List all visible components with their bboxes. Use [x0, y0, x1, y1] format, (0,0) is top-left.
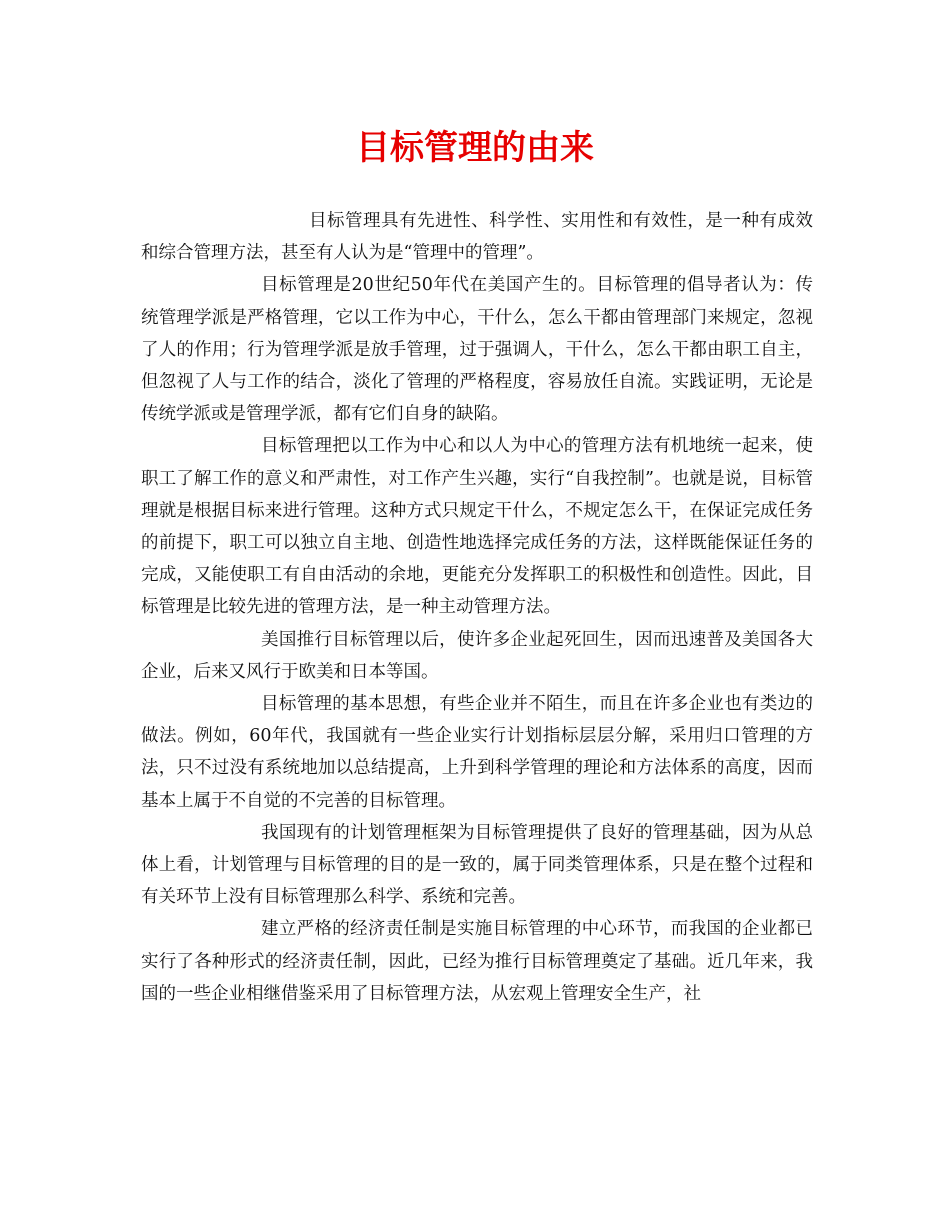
paragraph-3: 目标管理把以工作为中心和以人为中心的管理方法有机地统一起来，使职工了解工作的意义和严肃性，对工作产生兴趣，实行“自我控制”。也就是说，目标管理就是根据目标来进行管理。这种方式只规定干什么，不规定怎么干，在保证完成任务的前提下，职工可以独立自主地、创造性地选择完成任务的方法，这样既能保证任务的完成，又能使职工有自由活动的余地，更能充分发挥职工的积极性和创造性。因此，目标管理是比较先进的管理方法，是一种主动管理方法。 [141, 436, 813, 618]
document-body [141, 205, 813, 1010]
paragraph-5: 目标管理的基本思想，有些企业并不陌生，而且在许多企业也有类边的做法。例如，60年代，我国就有一些企业实行计划指标层层分解，采用归口管理的方法，只不过没有系统地加以总结提高，上升到科学管理的理论和方法体系的高度，因而基本上属于不自觉的不完善的目标管理。 [141, 694, 813, 811]
document-title: 目标管理的由来 [356, 128, 594, 168]
paragraph-6: 我国现有的计划管理框架为目标管理提供了良好的管理基础，因为从总体上看，计划管理与目标管理的目的是一致的，属于同类管理体系，只是在整个过程和有关环节上没有目标管理那么科学、系统和完善。 [141, 822, 813, 908]
paragraph-4: 美国推行目标管理以后，使许多企业起死回生，因而迅速普及美国各大企业，后来又风行于欧美和日本等国。 [141, 629, 813, 682]
paragraph-1: 目标管理具有先进性、科学性、实用性和有效性，是一种有成效和综合管理方法，甚至有人认为是“管理中的管理”。 [141, 211, 813, 264]
paragraph-2: 目标管理是20世纪50年代在美国产生的。目标管理的倡导者认为：传统管理学派是严格管理，它以工作为中心，干什么，怎么干都由管理部门来规定，忽视了人的作用；行为管理学派是放手管理，过于强调人，干什么，怎么干都由职工自主，但忽视了人与工作的结合，淡化了管理的严格程度，容易放任自流。实践证明，无论是传统学派或是管理学派，都有它们自身的缺陷。 [141, 275, 813, 425]
paragraph-7: 建立严格的经济责任制是实施目标管理的中心环节，而我国的企业都已实行了各种形式的经济责任制，因此，已经为推行目标管理奠定了基础。近几年来，我国的一些企业相继借鉴采用了目标管理方法，从宏观上管理安全生产，社 [141, 919, 813, 1004]
